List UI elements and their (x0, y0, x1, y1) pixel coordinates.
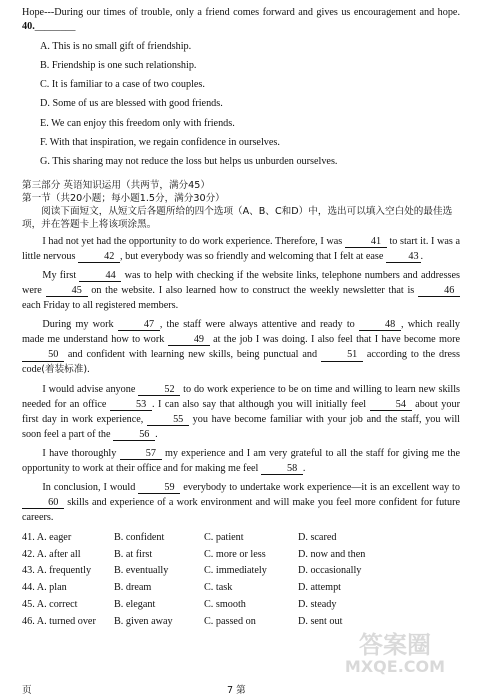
blank-57: 57 (120, 448, 162, 460)
passage-paragraph-2: My first 44 was to help with checking if the website links, telephone numbers and addresses were 45 on the website. I also learned how to construct the weekly newsletter that is 46 each Friday to all registered members. (22, 269, 460, 312)
section-instruction: 阅读下面短文，从短文后各题所给的四个选项（A、B、C和D）中，选出可以填入空白处的最佳选项，并在答题卡上将该项涂黑。 (22, 205, 453, 230)
blank-53: 53 (110, 399, 152, 411)
blank-55: 55 (147, 414, 189, 426)
blank-49: 49 (168, 334, 210, 346)
blank-47: 47 (118, 319, 160, 331)
option-b: B. Friendship is one such relationship. (40, 59, 197, 71)
passage-paragraph-4: I would advise anyone 52 to do work experience to be on time and willing to learn new skills needed for an office 53 . I can also say that although you will initially feel 54 about your first day in work experience, 55 you have become familiar with your job and the staff, you will soon feel a part of the 56 . (22, 383, 460, 440)
choice-row-42: 42. A. after all B. at first C. more or less D. now and then (22, 548, 366, 560)
watermark-line-1: 答案圈 (359, 631, 431, 659)
sentence-options-list (22, 40, 460, 169)
footer-left: 页 (22, 685, 32, 696)
question-40-number: 40. (22, 20, 35, 32)
blank-45: 45 (46, 285, 88, 297)
blank-56: 56 (113, 429, 155, 441)
choice-row-41: 41. A. eager B. confident C. patient D. scared (22, 531, 337, 543)
answer-choices-table (22, 529, 460, 630)
passage-paragraph-5: I have thoroughly 57 my experience and I am very grateful to all the staff for giving me the opportunity to work at their office and for making me feel 58 . (22, 447, 460, 475)
blank-50: 50 (22, 349, 64, 361)
blank-59: 59 (138, 482, 180, 494)
dress-code-note: (着装标准) (41, 364, 88, 376)
page-number: 7 第 (227, 685, 246, 696)
section-header (22, 180, 460, 232)
watermark-line-2: MXQE.COM (344, 657, 446, 675)
section-title: 第一节（共20小题；每小题1.5分，满分30分） (22, 192, 225, 204)
intro-text: Hope---During our times of trouble, only a friend comes forward and gives us encouragement and hope. (22, 7, 460, 18)
cloze-passage (22, 234, 460, 526)
blank-51: 51 (321, 349, 363, 361)
blank-44: 44 (79, 270, 121, 282)
passage-paragraph-6: In conclusion, I would 59 everybody to undertake work experience—it is an excellent way to 60 skills and experience of a work environment and will make you feel more confident for future careers. (22, 482, 460, 524)
blank-58: 58 (261, 463, 303, 475)
choice-row-45: 45. A. correct B. elegant C. smooth D. steady (22, 598, 337, 610)
blank-43: 43 (386, 251, 421, 263)
blank-48: 48 (359, 319, 401, 331)
watermark-logo (320, 627, 470, 675)
part-title: 第三部分 英语知识运用（共两节，满分45） (22, 179, 210, 191)
intro-paragraph (22, 6, 460, 34)
option-d: D. Some of us are blessed with good friends. (40, 98, 223, 110)
choice-row-46: 46. A. turned over B. given away C. passed on D. sent out (22, 615, 343, 627)
choice-row-43: 43. A. frequently B. eventually C. immediately D. occasionally (22, 565, 362, 577)
option-a: A. This is no small gift of friendship. (40, 40, 192, 52)
blank-52: 52 (138, 384, 180, 396)
passage-paragraph-3: During my work 47 , the staff were always attentive and ready to 48 , which really made me understand how to work 49 at the job I was doing. I also feel that I have become more 50 and confident with learning new skills, being punctual and 51 according to the dress code(着装标准). (22, 319, 460, 376)
option-f: F. With that inspiration, we regain confidence in ourselves. (40, 136, 280, 148)
blank-42: 42 (78, 251, 120, 263)
choice-row-44: 44. A. plan B. dream C. task D. attempt (22, 582, 342, 594)
passage-paragraph-1: I had not yet had the opportunity to do work experience. Therefore, I was 41 to start it. I was a little nervous 42 , but everybody was so friendly and welcoming that I felt at ease 43 . (22, 235, 460, 262)
option-e: E. We can enjoy this freedom only with friends. (40, 117, 235, 129)
blank-46: 46 (418, 285, 460, 297)
blank-54: 54 (370, 399, 412, 411)
question-40-blank: ________ (34, 20, 76, 32)
option-g: G. This sharing may not reduce the loss but helps us unburden ourselves. (40, 156, 338, 168)
option-c: C. It is familiar to a case of two couples. (40, 79, 205, 91)
blank-41: 41 (345, 236, 387, 248)
blank-60: 60 (22, 497, 64, 509)
